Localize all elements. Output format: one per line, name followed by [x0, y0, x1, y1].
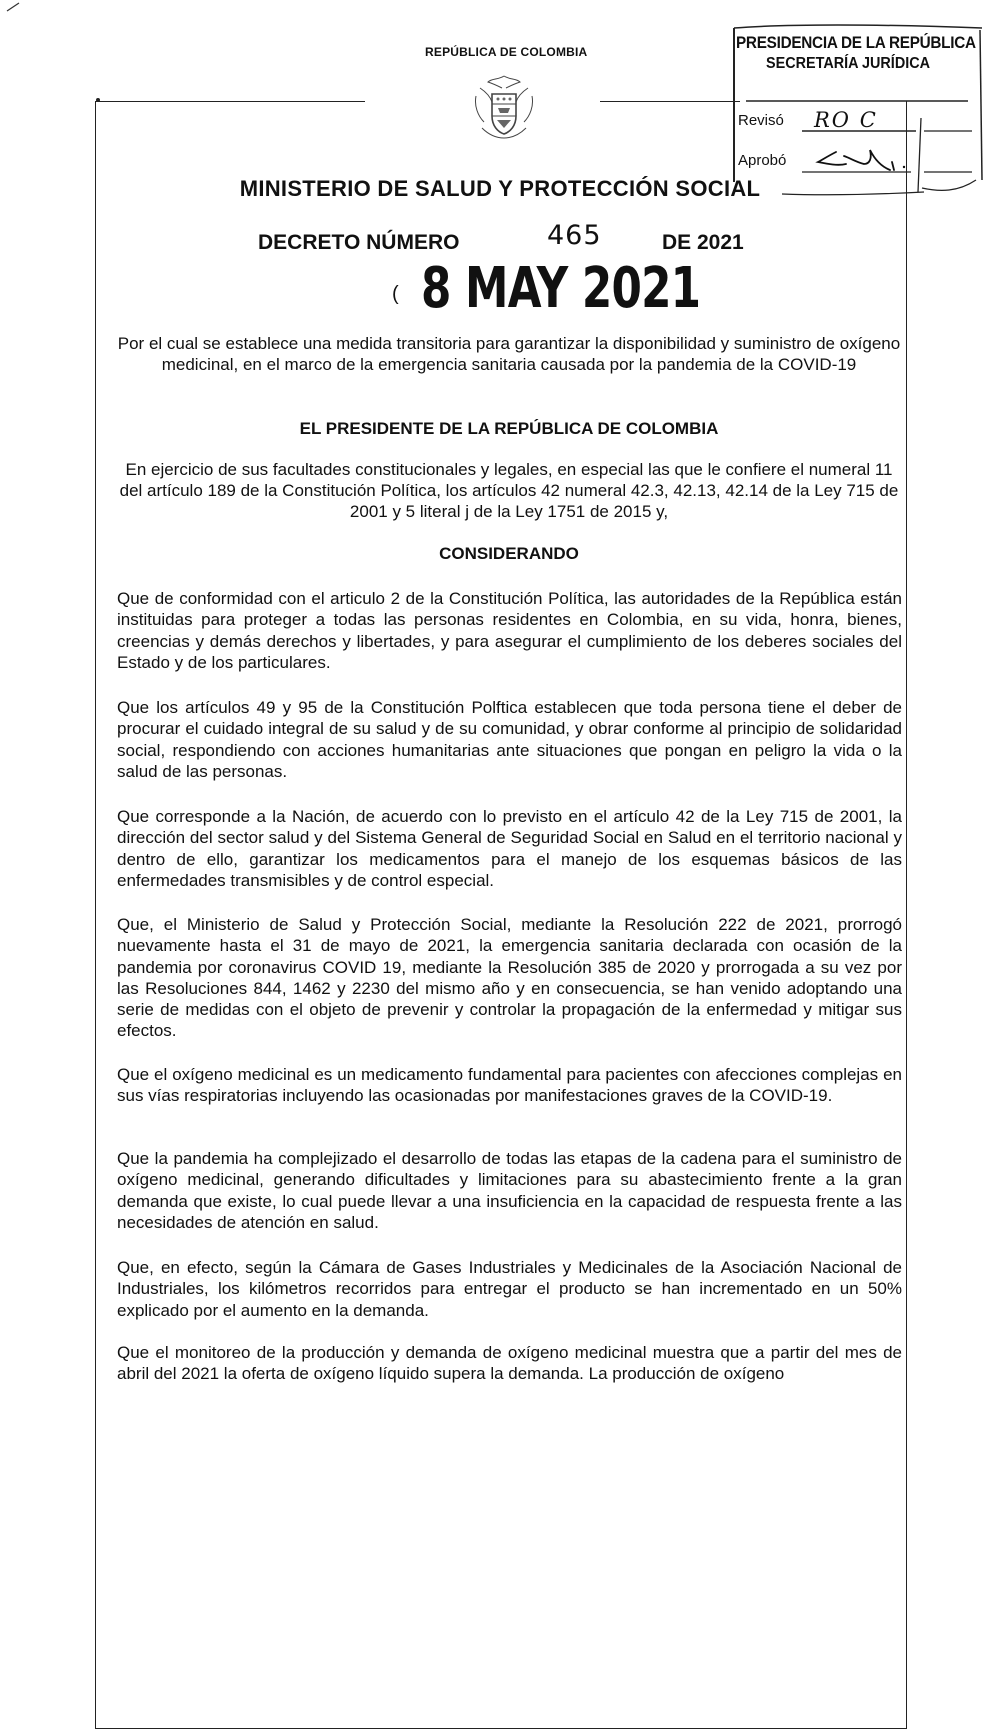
- considerando-paragraph: Que el monitoreo de la producción y demanda de oxígeno medicinal muestra que a partir del mes de abril del 2021 la oferta de oxígeno líquido supera la demanda. La producción de oxígeno: [117, 1343, 902, 1384]
- decree-label: DECRETO NÚMERO: [258, 231, 460, 254]
- powers-paragraph: En ejercicio de sus facultades constitucionales y legales, en especial las que le confiere el numeral 11 del artículo 189 de la Constitución Política, los artículos 42 numeral 42.3, 42.13, 42.14 de la Ley 715 de 2001 y 5 literal j de la Ley 1751 de 2015 y,: [119, 460, 899, 521]
- stamp-reviso-initials: RO C: [814, 108, 878, 132]
- decree-number: 465: [547, 220, 602, 251]
- country-header: REPÚBLICA DE COLOMBIA: [425, 45, 588, 59]
- ministry-title: MINISTERIO DE SALUD Y PROTECCIÓN SOCIAL: [239, 176, 761, 201]
- date-stamp: 8 MAY 2021: [421, 256, 701, 321]
- frame-corner-mark: [96, 98, 100, 102]
- considerando-paragraph: Que de conformidad con el articulo 2 de la Constitución Política, las autoridades de la República están instituidas para proteger a todas las personas residentes en Colombia, en su vida, honra, bienes, creencias y demás derechos y libertades, y para asegurar el cumplimiento de los deberes sociales del Estado y de los particulares.: [117, 589, 902, 672]
- considerando-paragraph: Que, el Ministerio de Salud y Protección Social, mediante la Resolución 222 de 2021, prorrogó nuevamente hasta el 31 de mayo de 2021, la emergencia sanitaria declarada con ocasión de la pandemia por coronavirus COVID 19, mediante la Resolución 385 de 2020 y prorrogada a su vez por las Resoluciones 844, 1462 y 2230 del mismo año y en consecuencia, se han venido adoptando una serie de medidas con el objeto de prevenir y controlar la propagación de la enfermedad y mitigar sus efectos.: [117, 915, 902, 1041]
- considerando-paragraph: Que los artículos 49 y 95 de la Constitución Polftica establecen que toda persona tiene el deber de procurar el cuidado integral de su salud y de su comunidad, y obrar conforme al principio de solidaridad social, respondiendo con acciones humanitarias ante situaciones que pongan en peligro la vida o la salud de las personas.: [117, 698, 902, 781]
- pen-mark-icon: [6, 2, 20, 12]
- president-heading: EL PRESIDENTE DE LA REPÚBLICA DE COLOMBIA: [299, 419, 719, 438]
- stamp-aprobo-label: Aprobó: [738, 152, 787, 169]
- considerando-paragraph: Que el oxígeno medicinal es un medicamento fundamental para pacientes con afecciones complejas en sus vías respiratorias incluyendo las ocasionadas por manifestaciones graves de la COVID-19.: [117, 1065, 902, 1106]
- decree-subject: Por el cual se establece una medida transitoria para garantizar la disponibilidad y suministro de oxígeno medicinal, en el marco de la emergencia sanitaria causada por la pandemia de la COVID-19: [117, 334, 901, 374]
- decree-year-label: DE 2021: [662, 231, 744, 254]
- stamp-reviso-label: Revisó: [738, 112, 784, 129]
- stamp-title: PRESIDENCIA DE LA REPÚBLICA: [736, 33, 976, 52]
- date-open-paren: (: [392, 283, 399, 305]
- considerando-paragraph: Que, en efecto, según la Cámara de Gases Industriales y Medicinales de la Asociación Nacional de Industriales, los kilómetros recorridos para entregar el producto se han incrementado en un 50% explicado por el aumento en la demanda.: [117, 1258, 902, 1320]
- considerando-heading: CONSIDERANDO: [439, 544, 579, 563]
- stamp-subtitle: SECRETARÍA JURÍDICA: [766, 55, 931, 72]
- considerando-paragraph: Que la pandemia ha complejizado el desarrollo de todas las etapas de la cadena para el suministro de oxígeno medicinal, generando dificultades y limitaciones para su abastecimiento frente a la gran demanda que existe, lo cual puede llevar a una insuficiencia en la capacidad de respuesta frente a las necesidades de atención en salud.: [117, 1149, 902, 1232]
- considerando-paragraph: Que corresponde a la Nación, de acuerdo con lo previsto en el artículo 42 de la Ley 715 de 2001, la dirección del sector salud y del Sistema General de Seguridad Social en Salud en el territorio nacional y dentro de ello, garantizar los medicamentos para el manejo de los esquemas básicos de las enfermedades transmisibles y de control especial.: [117, 807, 902, 890]
